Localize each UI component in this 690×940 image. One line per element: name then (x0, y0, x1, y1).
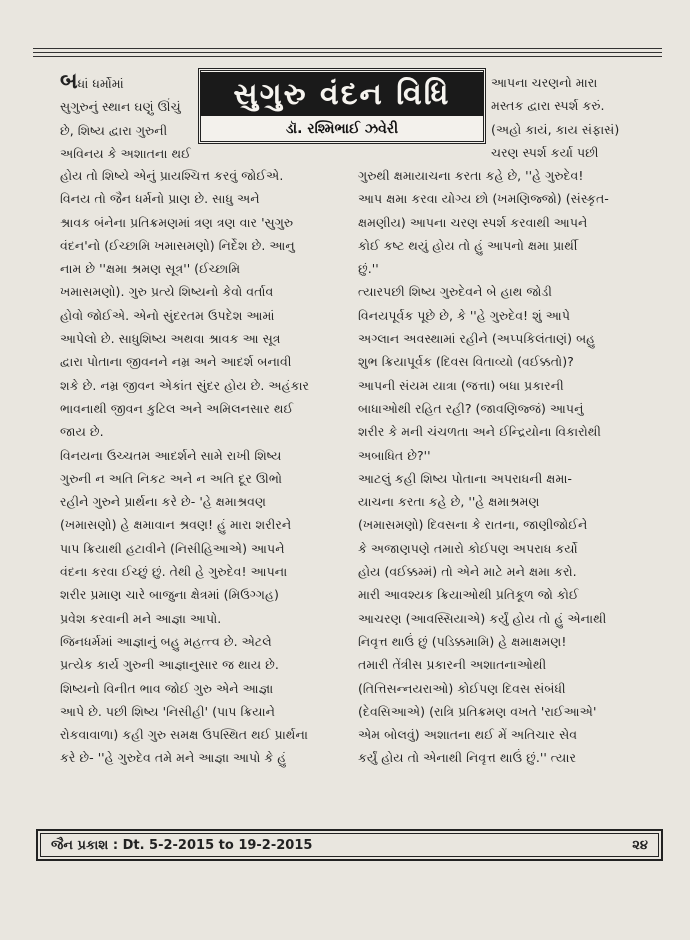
text-line: બાધાઓથી રહિત રહી? (જાવણિજ્જં) આપનું (358, 400, 584, 416)
text-line: રોકવાવાળા) કહી ગુરુ સમક્ષ ઉપસ્થિત થઈ પ્રાર્થના (60, 727, 308, 743)
text-line (60, 119, 196, 142)
footer (40, 833, 659, 857)
article-author: ડૉ. રશ્મિભાઈ ઝવેરી (285, 121, 399, 137)
text-line: ક્ષમણીય) આપના ચરણ સ્પર્શ કરવાથી આપને (358, 214, 588, 230)
text-line: અબાધિત છે?'' (358, 447, 431, 463)
text-line: (અહો કાયં, કાય સંફાસં) (491, 121, 620, 137)
right-intro-column (491, 71, 649, 164)
article-title: સુગુરુ વંદન વિધિ (200, 72, 484, 116)
text-line: વંદના કરવા ઈચ્છું છું. તેથી હે ગુરુદેવ! આપના (60, 564, 288, 580)
text-line: છું.'' (358, 261, 379, 277)
text-line: હોય (વઈક્કમ્મં) તો એને માટે મને ક્ષમા કરો. (358, 564, 577, 580)
right-body-column (358, 164, 649, 770)
top-rule-2 (33, 52, 662, 53)
left-body-column (60, 164, 342, 770)
text-line: નામ છે ''ક્ષમા શ્રમણ સૂત્ર'' (ઈચ્છામિ (60, 261, 241, 277)
text-line: ખમાસમણો). ગુરુ પ્રત્યે શિષ્યનો કેવો વર્તાવ (60, 284, 274, 300)
text-line: શરીર કે મની ચંચળતા અને ઈન્દ્રિયોના વિકારોથી (358, 424, 602, 440)
text-line: વિનયપૂર્વક પૂછે છે, કે ''હે ગુરુદેવ! શું આપે (358, 307, 570, 323)
text-line: વંદન'નો (ઈચ્છામિ ખમાસમણો) નિર્દેશ છે. આનુ (60, 237, 295, 253)
text-fragment: અવિનય કે અશાતના થઈ (60, 145, 191, 161)
text-line: દ્વારા પોતાના જીવનને નમ્ર અને આદર્શ બનાવી (60, 354, 292, 370)
text-line: યાચના કરતા કહે છે, ''હે ક્ષમાશ્રમણ (358, 494, 540, 510)
text-line: આપ ક્ષમા કરવા યોગ્ય છો (ખમણિજ્જો) (સંસ્કૃત- (358, 191, 609, 207)
text-line: એમ બોલવું) અશાતના થઈ મેં અતિચાર સેવ (358, 727, 578, 743)
text-line: આપના ચરણનો મારા (491, 75, 598, 90)
text-line: પ્રવેશ કરવાની મને આજ્ઞા આપો. (60, 610, 222, 626)
text-line: હોય તો શિષ્યે એનું પ્રાયશ્ચિત્ત કરવું જોઈએ. (60, 168, 284, 183)
text-line: શુભ ક્રિયાપૂર્વક (દિવસ વિતાવ્યો (વઈક્કતો)? (358, 354, 574, 370)
text-line: મારી આવશ્યક ક્રિયાઓથી પ્રતિકૂળ જો કોઈ (358, 587, 579, 603)
text-line: હોવો જોઈએ. એનો સુંદરતમ ઉપદેશ આમાં (60, 307, 275, 323)
text-line: કર્યું હોય તો એનાથી નિવૃત્ત થાઉં છું.'' ત્યાર (358, 750, 576, 766)
text-line: આપની સંયમ યાત્રા (જત્તા) બધા પ્રકારની (358, 377, 564, 393)
left-intro-column (60, 71, 196, 165)
text-line: રહીને ગુરુને પ્રાર્થના કરે છે- 'હે ક્ષમાશ્રવણ (60, 494, 266, 510)
text-line: ભાવનાથી જીવન કુટિલ અને અમિલનસાર થઈ (60, 400, 294, 416)
text-line: આપેલો છે. સાધુશિષ્ય અથવા શ્રાવક આ સૂત્ર (60, 331, 281, 347)
text-line: ત્યારપછી શિષ્ય ગુરુદેવને બે હાથ જોડી (358, 284, 552, 300)
text-line: શિષ્યનો વિનીત ભાવ જોઈ ગુરુ એને આજ્ઞા (60, 680, 274, 696)
text-line: પાપ ક્રિયાથી હટાવીને (નિસીહિઆએ) આપને (60, 540, 285, 556)
text-line: કોઈ કષ્ટ થયું હોય તો હું આપનો ક્ષમા પ્રાર્થી (358, 237, 578, 253)
text-line: આટલું કહી શિષ્ય પોતાના અપરાધની ક્ષમા- (358, 470, 572, 486)
text-line (60, 71, 196, 95)
text-line: કરે છે- ''હે ગુરુદેવ તમે મને આજ્ઞા આપો કે હું (60, 750, 287, 766)
text-line: શકે છે. નમ્ર જીવન એકાંત સુંદર હોય છે. અહંકાર (60, 377, 310, 393)
text-line: જિનધર્મમાં આજ્ઞાનું બહુ મહત્ત્વ છે. એટલે (60, 633, 272, 649)
text-line: શ્રાવક બંનેના પ્રતિક્રમણમાં ત્રણ ત્રણ વાર 'સુગુરુ (60, 214, 294, 230)
text-line: (તિત્તિસન્નયરાઓ) કોઈપણ દિવસ સંબંધી (358, 680, 566, 696)
drop-cap: બ (60, 71, 78, 94)
text-line: (ખમાસણો) હે ક્ષમાવાન શ્રવણ! હું મારા શરીરને (60, 517, 292, 533)
text-line: (ખમાસમણો) દિવસના કે રાતના, જાણીજોઈને (358, 517, 588, 533)
text-line (60, 95, 196, 118)
text-line: મસ્તક દ્વારા સ્પર્શ કરું. (491, 98, 605, 114)
text-line: કે અજાણપણે તમારો કોઈપણ અપરાધ કર્યો (358, 540, 578, 556)
text-fragment: છે, શિષ્ય દ્વારા ગુરુની (60, 122, 168, 138)
top-rule (33, 48, 662, 49)
text-line: નિવૃત્ત થાઉં છું (પડિક્કમામિ) હે ક્ષમાક્ષમણ! (358, 633, 567, 649)
top-rule-3 (33, 56, 662, 57)
text-line: તમારી તેંત્રીસ પ્રકારની અશાતનાઓથી (358, 657, 547, 673)
text-fragment: સુગુરુનું સ્થાન ઘણું ઊંચું (60, 99, 181, 115)
text-line: ચરણ સ્પર્શ કર્યા પછી (491, 144, 599, 160)
text-line: ગુરુથી ક્ષમાયાચના કરતા કહે છે, ''હે ગુરુદેવ! (358, 168, 584, 183)
page-number: ૨૪ (632, 837, 648, 853)
text-line: અગ્લાન અવસ્થામાં રહીને (અપ્પકિલંતાણં) બહુ (358, 331, 596, 347)
text-line: પ્રત્યેક કાર્ય ગુરુની આજ્ઞાનુસાર જ થાય છે. (60, 657, 279, 673)
text-fragment: ધાં ધર્મોમાં (77, 76, 124, 91)
footer-publication: જૈન પ્રકાશ : Dt. 5-2-2015 to 19-2-2015 (51, 837, 313, 853)
text-line: આચરણ (આવસ્સિયાએ) કર્યું હોય તો હું એનાથી (358, 610, 607, 626)
text-line: જાય છે. (60, 424, 104, 440)
text-line: આપે છે. પછી શિષ્ય 'નિસીહી' (પાપ ક્રિયાને (60, 703, 275, 719)
text-line: (દેવસિઆએ) (રાત્રિ પ્રતિક્રમણ વખતે 'રાઈઆએ' (358, 703, 597, 719)
text-line: વિનયના ઉચ્ચતમ આદર્શને સામે રાખી શિષ્ય (60, 447, 282, 463)
text-line: વિનય તો જૈન ધર્મનો પ્રાણ છે. સાધુ અને (60, 191, 260, 207)
text-line: ગુરુની ન અતિ નિકટ અને ન અતિ દૂર ઊભો (60, 470, 283, 486)
text-line: શરીર પ્રમાણ ચારે બાજુના ક્ષેત્રમાં (મિઉગ્ગહ) (60, 587, 279, 603)
text-line (60, 142, 196, 165)
